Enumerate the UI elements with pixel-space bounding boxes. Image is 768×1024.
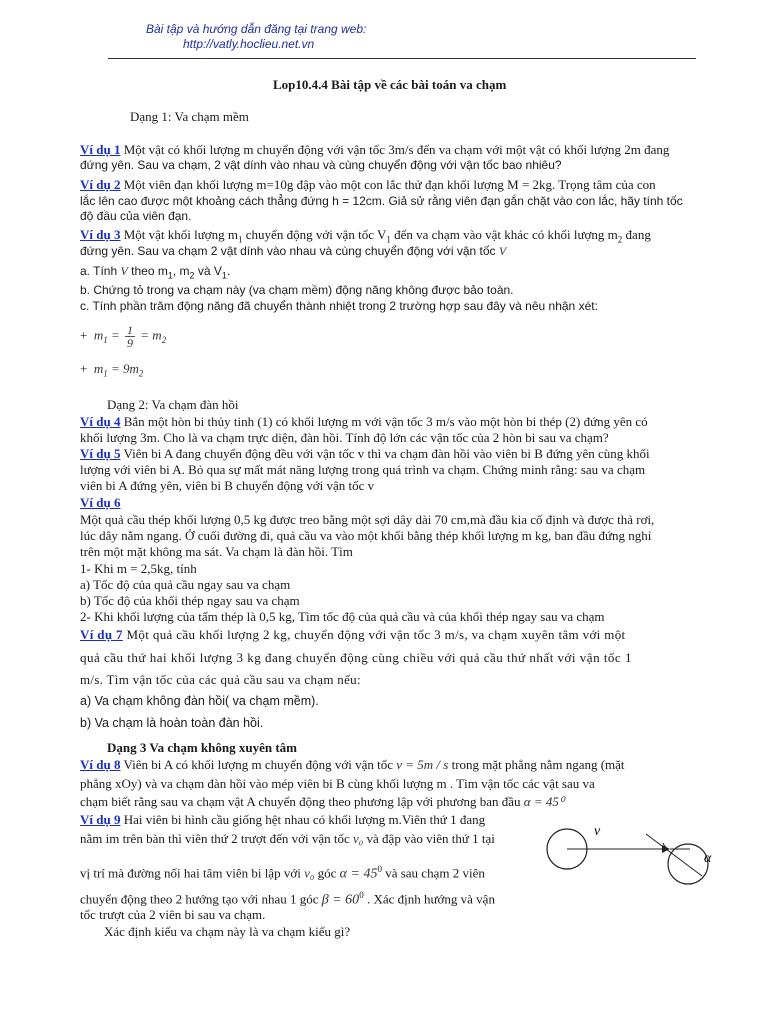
- example-6-line3: trên một mặt không ma sát. Va chạm là đàn hồi. Tìm: [80, 544, 353, 559]
- example-3-text-c: đến va chạm vào vật khác có khối lượng m: [390, 227, 618, 242]
- example-3-part-a: [80, 264, 230, 283]
- fraction-numerator: 1: [127, 323, 134, 337]
- example-3-line2: [80, 244, 506, 259]
- header-url[interactable]: http://vatly.hoclieu.net.vn: [183, 37, 315, 51]
- example-9-line5: tốc trượt của 2 viên bi sau va chạm.: [80, 907, 266, 922]
- example-5-line3: viên bi A đứng yên, viên bi B chuyển động với vận tốc v: [80, 478, 375, 493]
- example-6-line7: 2- Khi khối lượng của tấm thép là 0,5 kg, Tìm tốc độ của quả cầu và của khối thép ngay sau va chạm: [80, 609, 605, 624]
- example-9-text: Hai viên bi hình cầu giống hệt nhau có khối lượng m.Viên thứ 1 đang: [120, 812, 486, 827]
- part-a-text-e: .: [226, 264, 231, 278]
- example-7-part-b: b) Va chạm là hoàn toàn đàn hồi.: [80, 716, 264, 730]
- example-3-text-d: đang: [622, 227, 651, 242]
- example-8-line3: [80, 794, 564, 809]
- center-line: [646, 834, 702, 876]
- example-1-label: Ví dụ 1: [80, 142, 121, 157]
- example-9-line2-text-b: và đập vào viên thứ 1 tại: [363, 831, 495, 846]
- part-a-text: a. Tính: [80, 264, 121, 278]
- example-3-text-a: Một vật khối lượng m: [120, 227, 239, 242]
- example-3-line2-text: đứng yên. Sau va chạm 2 vật dính vào nhau và cùng chuyển động với vận tốc: [80, 244, 499, 258]
- example-2-line2: lắc lên cao được một khoảng cách thẳng đứng h = 12cm. Giả sử rằng viên đạn gắn chặt vào con lắc, hãy tính tốc: [80, 194, 683, 208]
- target-ball: [668, 844, 708, 884]
- sub-2: 2: [138, 368, 144, 379]
- fraction: [125, 324, 135, 349]
- example-6-line4: 1- Khi m = 2,5kg, tính: [80, 561, 197, 576]
- example-2-text: Một viên đạn khối lượng m=10g đập vào một con lắc thử đạn khối lượng M = 2kg. Trọng tâm của con: [120, 177, 656, 192]
- example-3-text-b: chuyển động với vận tốc V: [242, 227, 387, 242]
- plus-sign: +: [80, 327, 88, 343]
- sub-1: 1: [103, 368, 108, 379]
- degree-sign: 0: [377, 864, 382, 874]
- example-8-line3-text: chạm biết rằng sau va chạm vật A chuyển động theo phương lập với phương ban đầu: [80, 794, 524, 809]
- equals-sign: =: [137, 327, 153, 343]
- example-4: [80, 414, 648, 429]
- case-1-formula: [80, 324, 166, 350]
- example-2-label: Ví dụ 2: [80, 177, 121, 192]
- example-8-line2: phẳng xOy) và va chạm đàn hồi vào mép viên bi B cùng khối lượng m . Tìm vận tốc các vật sau va: [80, 776, 595, 791]
- case-2-formula: [80, 361, 143, 382]
- section2-heading: Dạng 2: Va chạm đàn hồi: [107, 397, 239, 412]
- example-9-line2-text: nằm im trên bàn thì viên thứ 2 trượt đến với vận tốc: [80, 831, 353, 846]
- example-8-text-b: trong mặt phẳng nằm ngang (mặt: [448, 757, 625, 772]
- example-8-text: Viên bi A có khối lượng m chuyển động với vận tốc: [120, 757, 397, 772]
- example-5-label: Ví dụ 5: [80, 446, 121, 461]
- example-4-label: Ví dụ 4: [80, 414, 121, 429]
- example-7-line2: quả cầu thứ hai khối lượng 3 kg đang chuyển động cùng chiều với quả cầu thứ nhất với vận tốc 1: [80, 650, 632, 665]
- fraction-denominator: 9: [127, 336, 134, 350]
- example-7-part-a: a) Va chạm không đàn hồi( va chạm mềm).: [80, 694, 319, 708]
- example-9-label: Ví dụ 9: [80, 812, 121, 827]
- example-6-line2: lúc dây nằm ngang. Ở cuối đường đi, quả cầu va vào một khối bằng thép khối lượng m kg, ban đầu đứng nghỉ: [80, 528, 652, 543]
- case-2-equation: = 9m: [107, 361, 139, 376]
- example-9-line3: [80, 862, 485, 881]
- example-5: [80, 446, 650, 461]
- example-4-line2: khối lượng 3m. Cho là va chạm trực diện, đàn hồi. Tính độ lớn các vận tốc của 2 hòn bi sau va chạm?: [80, 430, 609, 445]
- header-divider: [108, 58, 696, 59]
- example-8: [80, 757, 625, 772]
- example-3-part-b: b. Chứng tỏ trong va chạm này (va chạm mềm) động năng không được bảo toàn.: [80, 283, 514, 297]
- angle-value: α = 45⁰: [523, 794, 565, 809]
- example-7: [80, 627, 626, 642]
- example-3-label: Ví dụ 3: [80, 227, 121, 242]
- example-1-text: Một vật có khối lượng m chuyển động với vận tốc 3m/s đến va chạm với một vật có khối lượng 2m đang: [120, 142, 670, 157]
- mass-symbol: m: [152, 327, 162, 343]
- example-9-line4-text-b: . Xác định hướng và vận: [363, 891, 495, 907]
- initial-velocity: v₀: [304, 865, 315, 881]
- example-7-line3: m/s. Tìm vận tốc của các quả cầu sau va chạm nếu:: [80, 672, 361, 687]
- plus-sign: +: [80, 361, 88, 376]
- example-8-label: Ví dụ 8: [80, 757, 121, 772]
- example-3-part-c: c. Tính phần trăm động năng đã chuyển thành nhiệt trong 2 trường hợp sau đây và nêu nhận xét:: [80, 299, 598, 313]
- alpha-label: α: [704, 851, 712, 866]
- site-header: [146, 22, 366, 52]
- example-5-line2: lượng với viên bi A. Bỏ qua sự mất mát năng lượng trong quá trình va chạm. Chứng minh rằng: sau va chạm: [80, 462, 646, 477]
- sub-1: 1: [221, 270, 227, 281]
- mass-symbol: m: [93, 361, 104, 376]
- example-9-line4-text: chuyển động theo 2 hướng tạo với nhau 1 góc: [80, 891, 322, 907]
- example-6-line6: b) Tốc độ của khối thép ngay sau va chạm: [80, 593, 300, 608]
- sub-1: 1: [238, 234, 243, 245]
- example-1-line2: đứng yên. Sau va chạm, 2 vật dính vào nhau và cùng chuyển động với vận tốc bao nhiêu?: [80, 158, 562, 172]
- example-2: [80, 177, 656, 192]
- velocity-symbol: V: [498, 244, 507, 258]
- alpha-value: α = 45: [339, 866, 378, 882]
- part-a-text-d: và V: [194, 264, 222, 278]
- header-line1: Bài tập và hướng dẫn đăng tại trang web:: [146, 22, 367, 36]
- part-a-text-c: , m: [172, 264, 190, 278]
- collision-diagram: [542, 822, 742, 902]
- example-1: [80, 142, 669, 157]
- sub-2: 2: [617, 234, 623, 245]
- example-9: [80, 812, 485, 827]
- section3-heading: Dạng 3 Va chạm không xuyên tâm: [107, 740, 297, 755]
- document-title: Lop10.4.4 Bài tập về các bài toán va chạm: [273, 77, 507, 92]
- velocity-value: v = 5m / s: [396, 757, 449, 772]
- beta-value: β = 60: [321, 892, 360, 908]
- mass-symbol: m: [93, 327, 104, 343]
- velocity-symbol: V: [120, 264, 128, 278]
- example-7-label: Ví dụ 7: [80, 627, 123, 642]
- example-9-line3-text-c: và sau chạm 2 viên: [381, 865, 485, 881]
- example-2-line3: độ đầu của viên đạn.: [80, 209, 192, 223]
- example-7-text: Một quả cầu khối lượng 2 kg, chuyển động với vận tốc 3 m/s, va chạm xuyên tâm với một: [122, 627, 626, 642]
- example-9-line2: [80, 831, 495, 846]
- example-9-line3-text-b: góc: [314, 865, 340, 881]
- example-9-line3-text: vị trí mà đường nối hai tâm viên bi lập với: [80, 865, 305, 881]
- example-9-line6: Xác định kiểu va chạm này là va chạm kiểu gì?: [104, 924, 351, 939]
- example-6-label-line: [80, 495, 120, 510]
- example-6-label: Ví dụ 6: [80, 495, 121, 510]
- example-5-text: Viên bi A đang chuyển động đều với vận tốc v thì va chạm đàn hồi vào viên bi B đứng yên cùng khối: [120, 446, 650, 461]
- example-9-line4: [80, 888, 495, 907]
- degree-sign: 0: [359, 890, 364, 900]
- initial-velocity: v₀: [352, 831, 364, 846]
- velocity-label: v: [594, 824, 601, 839]
- sub-2: 2: [189, 270, 195, 281]
- section1-heading: Dạng 1: Va chạm mềm: [130, 109, 249, 124]
- example-6-line5: a) Tốc độ của quả cầu ngay sau va chạm: [80, 577, 291, 592]
- equals-sign: =: [107, 327, 124, 343]
- sub-1: 1: [167, 270, 173, 281]
- example-6-line1: Một quả cầu thép khối lượng 0,5 kg được treo bằng một sợi dây dài 70 cm,mà đầu kia cố định và được thả rơi,: [80, 512, 655, 527]
- part-a-text-b: theo m: [127, 264, 168, 278]
- example-4-text: Bắn một hòn bi thủy tinh (1) có khối lượng m với vận tốc 3 m/s vào một hòn bi thép (2) đứng yên có: [120, 414, 648, 429]
- sub-1: 1: [386, 234, 391, 245]
- sub-2: 2: [161, 335, 167, 346]
- sub-1: 1: [103, 335, 108, 346]
